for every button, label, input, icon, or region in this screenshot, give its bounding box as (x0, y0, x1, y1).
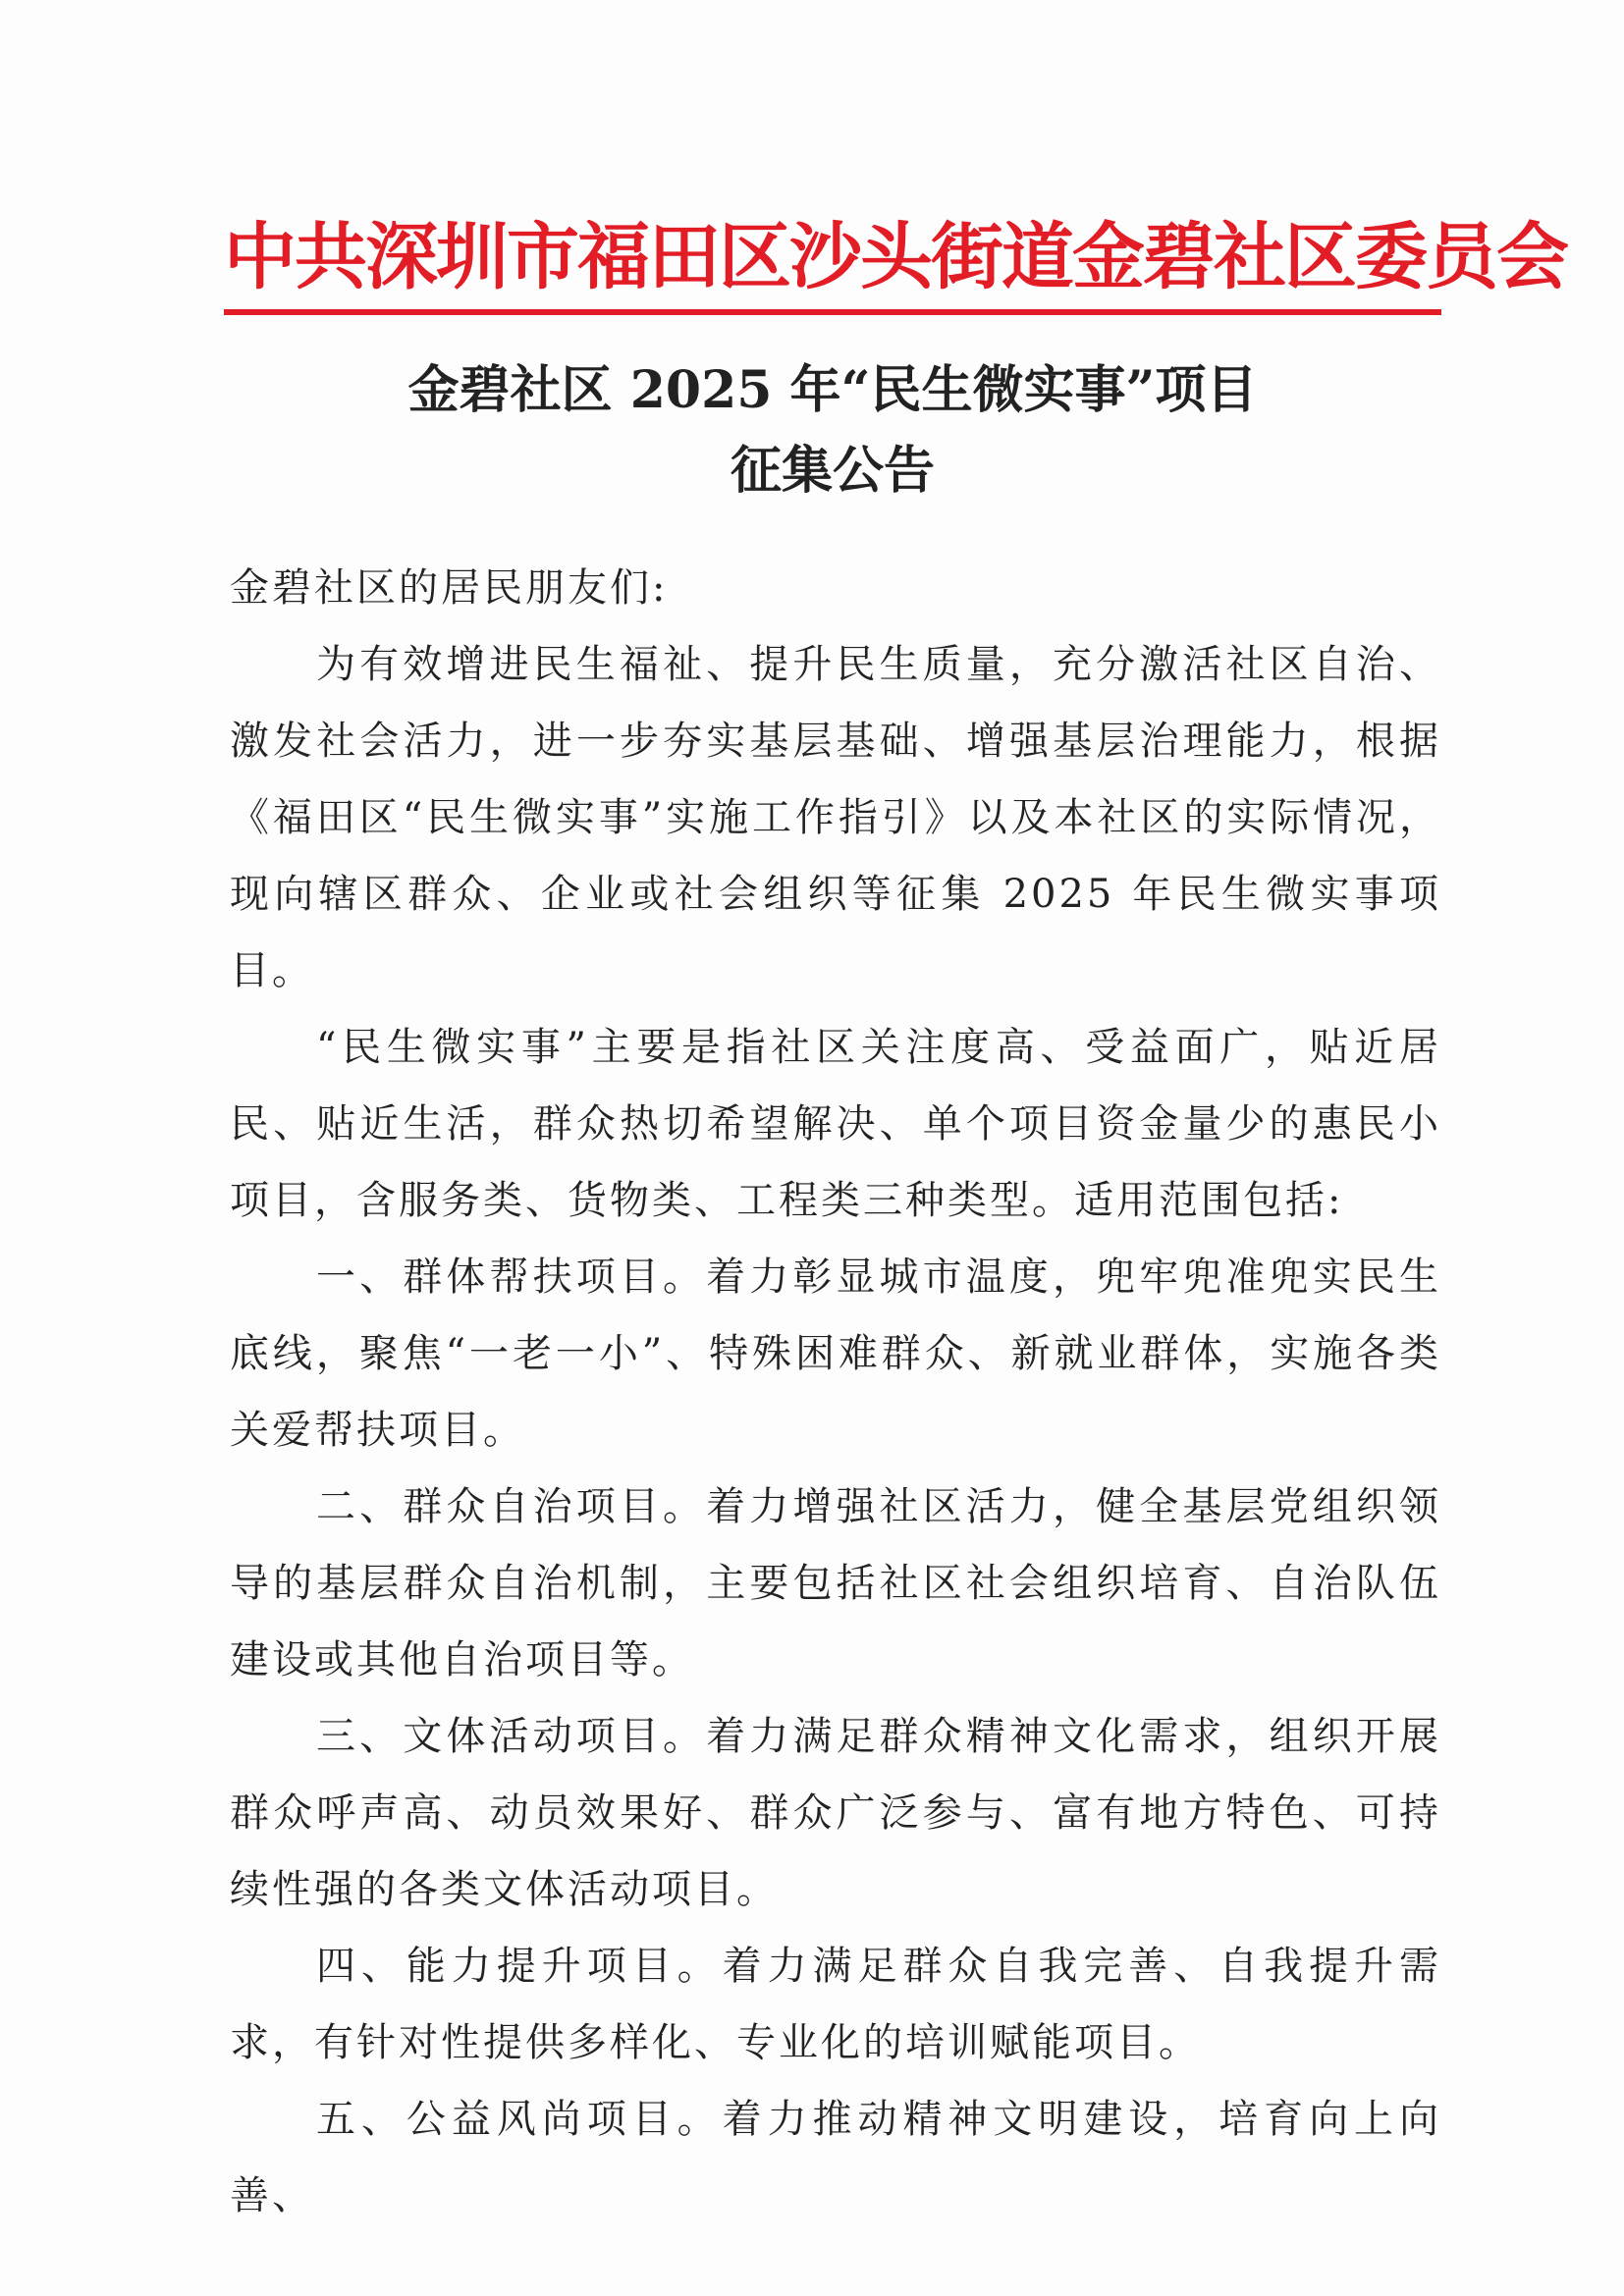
document-title-line2: 征集公告 (730, 441, 935, 501)
document-body (230, 550, 1441, 2234)
paragraph-item-3: 三、文体活动项目。着力满足群众精神文化需求，组织开展群众呼声高、动员效果好、群众广泛参与、富有地方特色、可持续性强的各类文体活动项目。 (230, 1714, 1441, 1912)
letterhead-title: 中共深圳市福田区沙头街道金碧社区委员会 (224, 215, 1567, 299)
paragraph-item-5: 五、公益风尚项目。着力推动精神文明建设，培育向上向善、 (230, 2097, 1441, 2218)
salutation: 金碧社区的居民朋友们: (230, 565, 669, 611)
letterhead-divider (224, 309, 1441, 315)
document-title-line1: 金碧社区 2025 年“民生微实事”项目 (407, 360, 1258, 420)
paragraph-intro: 为有效增进民生福祉、提升民生质量，充分激活社区自治、激发社会活力，进一步夯实基层基础、增强基层治理能力，根据《福田区“民生微实事”实施工作指引》以及本社区的实际情况，现向辖区群众、企业或社会组织等征集 2025 年民生微实事项目。 (230, 642, 1441, 993)
paragraph-item-2: 二、群众自治项目。着力增强社区活力，健全基层党组织领导的基层群众自治机制，主要包括社区社会组织培育、自治队伍建设或其他自治项目等。 (230, 1484, 1441, 1682)
paragraph-item-4: 四、能力提升项目。着力满足群众自我完善、自我提升需求，有针对性提供多样化、专业化的培训赋能项目。 (230, 1944, 1441, 2065)
paragraph-definition: “民生微实事”主要是指社区关注度高、受益面广，贴近居民、贴近生活，群众热切希望解决、单个项目资金量少的惠民小项目，含服务类、货物类、工程类三种类型。适用范围包括: (230, 1025, 1441, 1223)
paragraph-item-1: 一、群体帮扶项目。着力彰显城市温度，兜牢兜准兜实民生底线，聚焦“一老一小”、特殊困难群众、新就业群体，实施各类关爱帮扶项目。 (230, 1255, 1441, 1453)
